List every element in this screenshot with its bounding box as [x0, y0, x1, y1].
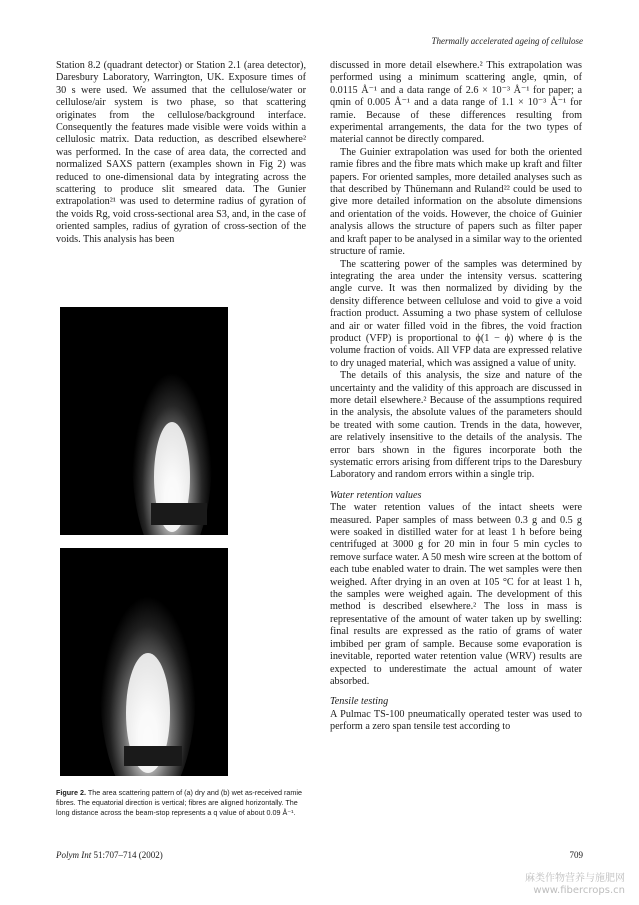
right-column — [330, 60, 582, 734]
beam-stop — [124, 746, 182, 766]
scattering-pattern-dry — [60, 307, 228, 535]
paragraph: The scattering power of the samples was determined by integrating the area under the intensity versus. scattering angle curve. It was then normalized by dividing by the density difference between cellulose and void to give a void fraction product. Assuming a two phase system of cellulose and air or water filled void in the fibres, the void fraction product (VFP) is proportional to ϕ(1 − ϕ) where ϕ is the volume fraction of voids. All VFP data are expressed relative to dry unaged material, which was assigned a value of unity. — [330, 258, 582, 369]
paragraph: The water retention values of the intact sheets were measured. Paper samples of mass between 0.3 g and 0.5 g were soaked in distilled water for at least 1 h before being centrifuged at 3000 g for 20 min in four 5 min cycles to remove surface water. A 50 mesh wire screen at the bottom of each tube enabled water to drain. The wet samples were then weighed. After drying in an oven at 105 °C for at least 1 h, the samples were weighed again. The development of this method is described elsewhere.² The loss in mass is representative of the amount of water taken up by swelling: final results are expressed as the ratio of grams of water imbibed per gram of sample. Because some evaporation is inevitable, reported water retention value (WRV) results are expected to underestimate the actual amount of water absorbed. — [330, 502, 582, 687]
running-head: Thermally accelerated ageing of cellulose — [431, 36, 583, 46]
left-column — [56, 60, 306, 246]
journal-name: Polym Int — [56, 850, 92, 860]
figure-caption-text: The area scattering pattern of (a) dry and (b) wet as-received ramie fibres. The equatorial direction is vertical; fibres are aligned horizontally. The long distance across the beam-stop represents a q value of about 0.09 Å⁻¹. — [56, 788, 302, 818]
page-number: 709 — [569, 850, 583, 860]
figure-label: Figure 2. — [56, 788, 86, 797]
figure-caption — [56, 788, 306, 819]
paragraph: A Pulmac TS-100 pneumatically operated tester was used to perform a zero span tensile test according to — [330, 708, 582, 733]
watermark-line: 麻类作物营养与施肥网 — [525, 873, 625, 884]
paragraph: The details of this analysis, the size and nature of the uncertainty and the validity of this approach are discussed in more detail elsewhere.² Because of the assumptions required in the analysis, the absolute values of the parameters should be treated with some caution. Trends in the data, however, are relatively insensitive to the details of the analysis. The error bars shown in the figures incorporate both the systematic errors arising from different trips to the Daresbury Laboratory and random errors within a single trip. — [330, 370, 582, 481]
scattering-image-a — [60, 307, 228, 535]
paragraph: The Guinier extrapolation was used for both the oriented ramie fibres and the fibre mats which make up kraft and filter papers. For oriented samples, more detailed analyses such as that described by Thünemann and Ruland²² could be used to give more detailed information on the absolute dimensions and orientation of the voids. However, the choice of Guinier analysis allows the structure of papers such as filter paper and kraft paper to be analysed in a similar way to the oriented structure of ramie. — [330, 146, 582, 258]
paragraph: discussed in more detail elsewhere.² This extrapolation was performed using a minimum scattering angle, qmin, of 0.0115 Å⁻¹ and a data range of 2.6 × 10⁻³ Å⁻¹ for paper; a qmin of 0.005 Å⁻¹ and a data range of 1.1 × 10⁻³ Å⁻¹ for ramie. Because of these differences resulting from experimental arrangements, the data for the two types of material cannot be directly compared. — [330, 60, 582, 146]
beam-stop — [151, 503, 207, 525]
watermark-line: www.fibercrops.cn — [533, 885, 625, 896]
paragraph: Station 8.2 (quadrant detector) or Station 2.1 (area detector), Daresbury Laboratory, Warrington, UK. Exposure times of 30 s were used. We assumed that the cellulose/water or cellulose/air system is two phase, so that scattering originates from the cellulose/background interface. Consequently the features made visible were voids within a cellulosic matrix. Data reduction, as described elsewhere² was performed. In the case of area data, the corrected and normalized SAXS pattern (examples shown in Fig 2) was reduced to one-dimensional data by integrating across the scattering to produce slit smeared data. The Gunier extrapolation²¹ was used to determine radius of gyration of the voids Rg, void cross-sectional area S3, and, in the case of oriented samples, radius of gyration of cross-section of the voids. This analysis has been — [56, 60, 306, 245]
citation: 51:707–714 (2002) — [93, 850, 163, 860]
scattering-image-b — [60, 548, 228, 776]
section-heading: Tensile testing — [330, 696, 389, 708]
scattering-pattern-wet — [60, 548, 228, 776]
watermark — [525, 873, 625, 897]
footer-citation — [56, 850, 163, 860]
section-heading: Water retention values — [330, 489, 422, 501]
